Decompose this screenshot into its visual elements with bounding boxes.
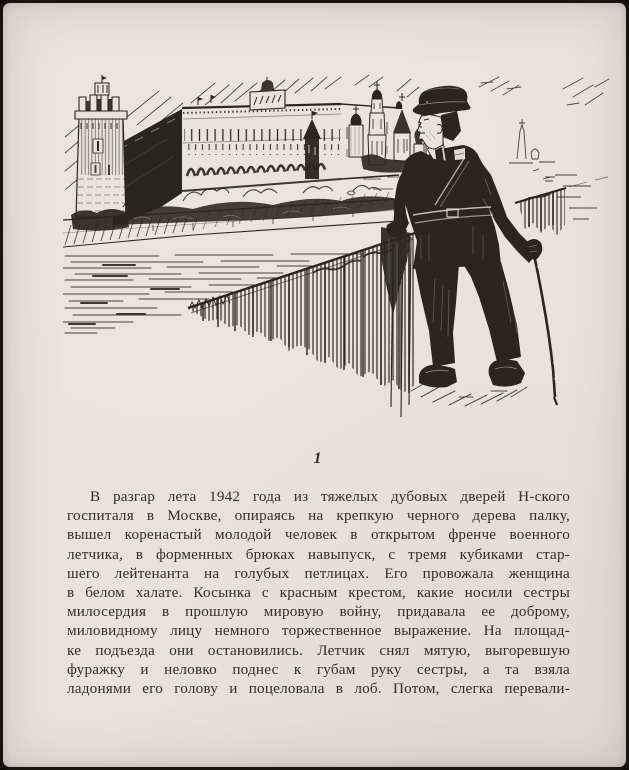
kremlin-corner-tower xyxy=(71,75,129,231)
text-line: фуражку и неловко поднес к губам руку сестры, а та взяла xyxy=(67,660,570,678)
kremlin-embankment-illustration xyxy=(63,75,611,439)
text-line: летчика, в форменных брюках навыпуск, с тремя кубиками стар- xyxy=(67,545,570,563)
text-line: милосердия в прошлую мировую войну, придавала ее доброму, xyxy=(67,603,570,621)
chapter-number: 1 xyxy=(313,450,323,467)
text-line: в белом халате. Косынка с красным крестом, какие носили сестры xyxy=(67,583,570,601)
text-line: госпиталя в Москве, опираясь на крепкую черного дерева палку, xyxy=(67,507,570,525)
kremlin-palace-facade xyxy=(182,77,399,191)
text-line: В разгар лета 1942 года из тяжелых дубовых дверей Н-ского xyxy=(90,488,570,505)
paragraph xyxy=(67,487,570,698)
text-line: миловидному лицу немного торжественное выражение. На площад- xyxy=(67,622,570,640)
text-line: ладонями его голову и поцеловала в лоб. Потом, слегка перевали- xyxy=(67,679,570,697)
text-line: ке подъезда они остановились. Летчик снял мятую, выгоревшую xyxy=(67,641,570,659)
text-line: шего лейтенанта на голубых петлицах. Его провожала женщина xyxy=(67,564,570,582)
text-line: вышел коренастый молодой человек в открытом френче военного xyxy=(67,526,570,544)
walking-cane xyxy=(523,239,559,405)
